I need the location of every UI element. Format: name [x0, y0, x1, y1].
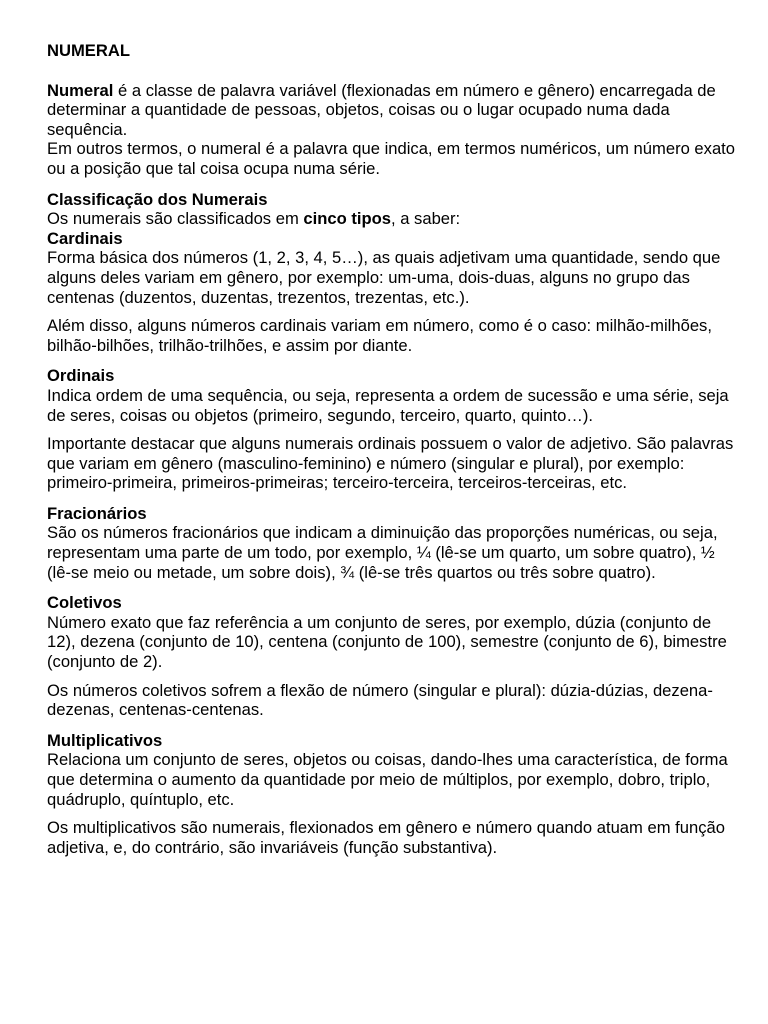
classification-text [47, 209, 737, 229]
ordinais-heading: Ordinais [47, 366, 115, 386]
document-page [47, 41, 737, 857]
cardinais-paragraph-1: Forma básica dos números (1, 2, 3, 4, 5…), as quais adjetivam uma quantidade, sendo que alguns deles variam em gênero, por exemplo: um-uma, dois-duas, alguns no grupo das centenas (duzentos, duzentas, trezentos, trezentas, etc.). [47, 248, 721, 307]
coletivos-paragraph-2: Os números coletivos sofrem a flexão de número (singular e plural): dúzia-dúzias, dezena-dezenas, centenas-centenas. [47, 680, 713, 720]
coletivos-paragraph-1: Número exato que faz referência a um conjunto de seres, por exemplo, dúzia (conjunto de 12), dezena (conjunto de 10), centena (conjunto de 100), semestre (conjunto de 6), bimestre (conjunto de 2). [47, 612, 727, 672]
cardinais-paragraph-2: Além disso, alguns números cardinais variam em número, como é o caso: milhão-milhões, bilhão-bilhões, trilhão-trilhões, e assim por diante. [47, 316, 712, 355]
multiplicativos-heading: Multiplicativos [47, 730, 163, 750]
fracionarios-heading: Fracionários [47, 503, 147, 523]
cardinais-heading: Cardinais [47, 228, 123, 248]
intro-term: Numeral [47, 80, 114, 100]
intro-paragraph-2: Em outros termos, o numeral é a palavra que indica, em termos numéricos, um número exato ou a posição que tal coisa ocupa numa série. [47, 139, 736, 178]
fracionarios-section [47, 504, 737, 582]
cardinais-section [47, 229, 737, 356]
coletivos-heading: Coletivos [47, 593, 122, 613]
ordinais-section [47, 366, 737, 493]
intro-paragraph [47, 81, 737, 140]
classification-text-bold: cinco tipos [303, 209, 391, 229]
intro-definition: é a classe de palavra variável (flexionadas em número e gênero) encarregada de determinar a quantidade de pessoas, objetos, coisas ou o lugar ocupado numa dada sequência. [47, 80, 716, 139]
coletivos-section [47, 593, 737, 720]
classification-heading: Classificação dos Numerais [47, 189, 268, 209]
fracionarios-paragraph-1: São os números fracionários que indicam a diminuição das proporções numéricas, ou seja, representam uma parte de um todo, por exemplo, ¼ (lê-se um quarto, um sobre quatro), ½ (lê-se meio ou metade, um sobre dois), ¾ (lê-se três quartos ou três sobre quatro). [47, 523, 718, 582]
multiplicativos-paragraph-1: Relaciona um conjunto de seres, objetos ou coisas, dando-lhes uma característica, de forma que determina o aumento da quantidade por meio de múltiplos, por exemplo, dobro, triplo, quádruplo, quíntuplo, etc. [47, 750, 728, 809]
multiplicativos-section [47, 731, 737, 858]
classification-text-before: Os numerais são classificados em [47, 209, 304, 229]
ordinais-paragraph-2: Importante destacar que alguns numerais ordinais possuem o valor de adjetivo. São palavras que variam em gênero (masculino-feminino) e número (singular e plural), por exemplo: primeiro-primeira, primeiros-primeiras; terceiro-terceira, terceiros-terceiras, etc. [47, 434, 734, 493]
classification-section [47, 190, 737, 229]
classification-text-after: , a saber: [390, 209, 461, 229]
document-title: NUMERAL [47, 41, 130, 60]
ordinais-paragraph-1: Indica ordem de uma sequência, ou seja, representa a ordem de sucessão e uma série, seja de seres, coisas ou objetos (primeiro, segundo, terceiro, quarto, quinto…). [47, 385, 729, 425]
multiplicativos-paragraph-2: Os multiplicativos são numerais, flexionados em gênero e número quando atuam em função adjetiva, e, do contrário, são invariáveis (função substantiva). [47, 818, 725, 857]
